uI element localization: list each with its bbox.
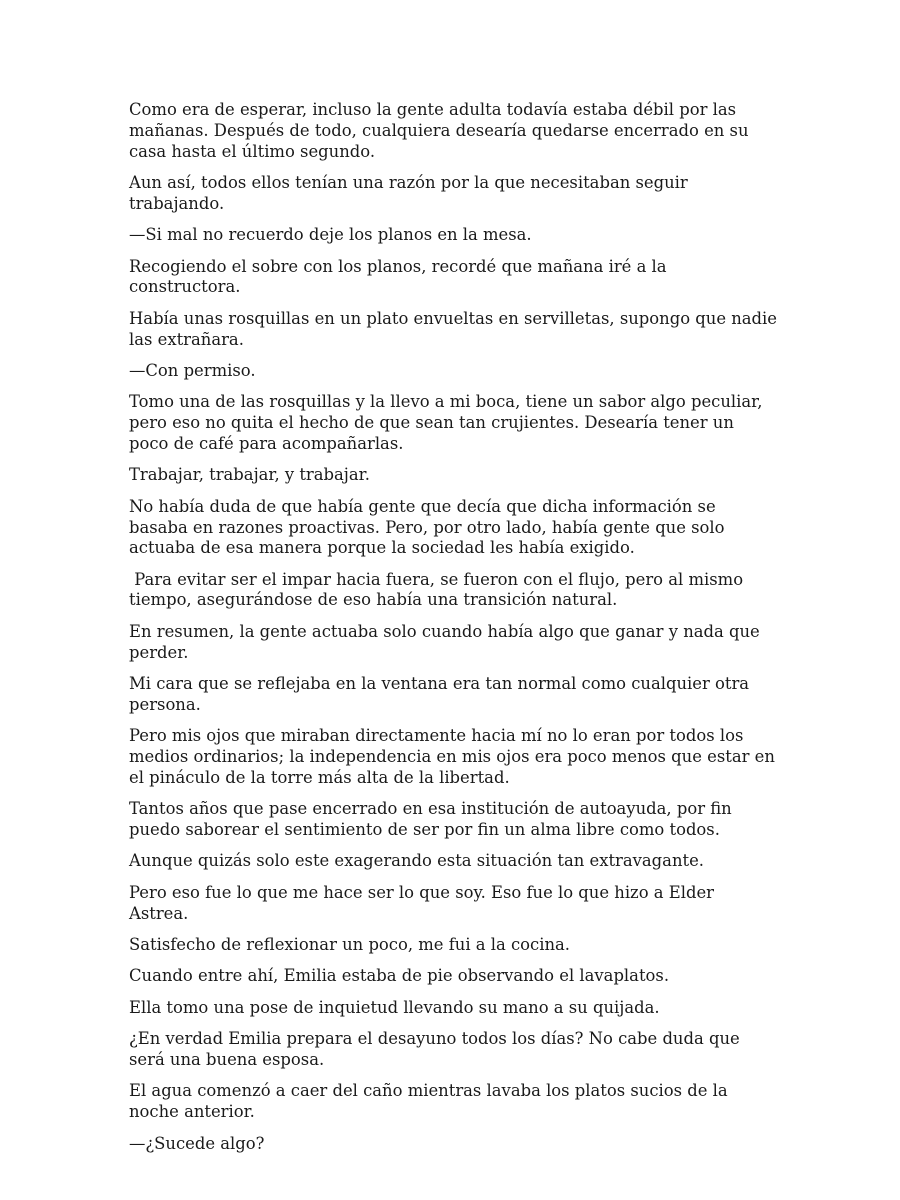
paragraph-1: Como era de esperar, incluso la gente adulta todavía estaba débil por las mañanas. Después de todo, cualquiera desearía quedarse encerrado en su casa hasta el último segundo. (129, 100, 754, 161)
paragraph-21: El agua comenzó a caer del caño mientras lavaba los platos sucios de la noche anterior. (129, 1081, 733, 1122)
paragraph-18: Cuando entre ahí, Emilia estaba de pie observando el lavaplatos. (129, 966, 670, 986)
paragraph-17: Satisfecho de reflexionar un poco, me fui a la cocina. (129, 935, 571, 954)
paragraph-15: Aunque quizás solo este exagerando esta situación tan extravagante. (129, 851, 704, 871)
paragraph-5: Había unas rosquillas en un plato envueltas en servilletas, supongo que nadie las extrañara. (129, 308, 783, 349)
paragraph-6: —Con permiso. (129, 360, 256, 380)
paragraph-19: Ella tomo una pose de inquietud llevando su mano a su quijada. (129, 997, 660, 1017)
paragraph-11: En resumen, la gente actuaba solo cuando había algo que ganar y nada que perder. (129, 621, 765, 662)
paragraph-10: Para evitar ser el impar hacia fuera, se fueron con el flujo, pero al mismo tiempo, asegurándose de eso había una transición natural. (129, 569, 749, 610)
paragraph-12: Mi cara que se reflejaba en la ventana era tan normal como cualquier otra persona. (129, 674, 755, 714)
paragraph-22: —¿Sucede algo? (129, 1133, 265, 1153)
paragraph-20: ¿En verdad Emilia prepara el desayuno todos los días? No cabe duda que será una buena esposa. (129, 1029, 745, 1069)
paragraph-3: —Si mal no recuerdo deje los planos en la mesa. (129, 225, 532, 245)
paragraph-7: Tomo una de las rosquillas y la llevo a mi boca, tiene un sabor algo peculiar, pero eso no quita el hecho de que sean tan crujientes. Desearía tener un poco de café para acompañarlas. (129, 392, 768, 453)
paragraph-9: No había duda de que había gente que decía que dicha información se basaba en razones proactivas. Pero, por otro lado, había gente que solo actuaba de esa manera porque la sociedad les había exigido. (129, 496, 730, 558)
paragraph-4: Recogiendo el sobre con los planos, recordé que mañana iré a la constructora. (129, 256, 672, 297)
paragraph-2: Aun así, todos ellos tenían una razón por la que necesitaban seguir trabajando. (129, 172, 693, 213)
paragraph-13: Pero mis ojos que miraban directamente hacia mí no lo eran por todos los medios ordinarios; la independencia en mis ojos era poco menos que estar en el pináculo de la torre más alta de la libertad. (129, 726, 781, 787)
paragraph-8: Trabajar, trabajar, y trabajar. (129, 465, 370, 485)
paragraph-14: Tantos años que pase encerrado en esa institución de autoayuda, por fin puedo saborear el sentimiento de ser por fin un alma libre como todos. (129, 799, 737, 840)
paragraph-16: Pero eso fue lo que me hace ser lo que soy. Eso fue lo que hizo a Elder Astrea. (129, 882, 720, 923)
body-text (129, 100, 783, 1165)
